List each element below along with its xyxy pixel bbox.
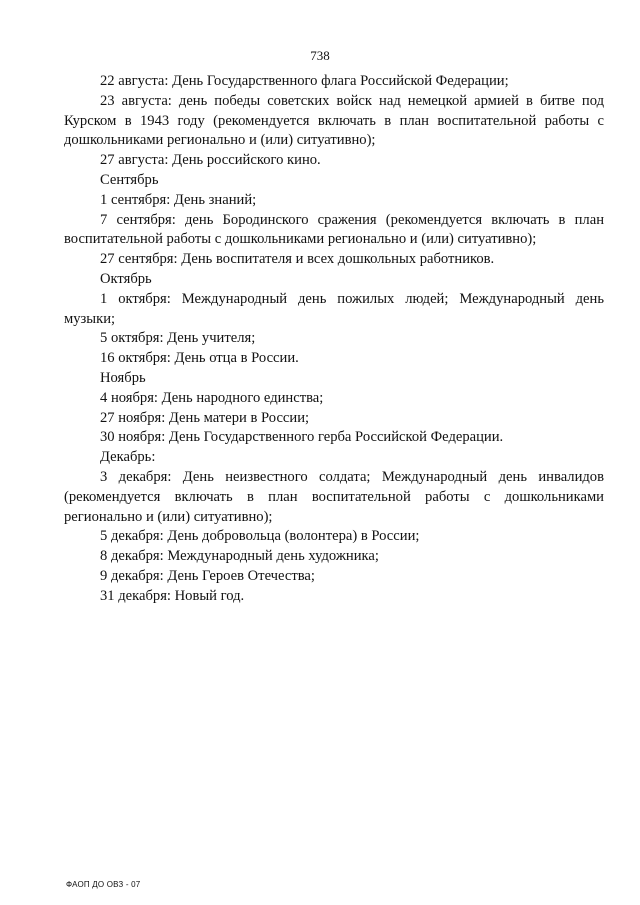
paragraph-23-aug: 23 августа: день победы советских войск над немецкой армией в битве под Курском в 1943 году (рекомендуется включать в план воспитательной работы с дошкольниками регионально и (или) ситуативно); bbox=[64, 92, 604, 149]
paragraph-7-sep: 7 сентября: день Бородинского сражения (рекомендуется включать в план воспитательной работы с дошкольниками регионально и (или) ситуативно); bbox=[64, 211, 604, 248]
paragraph-27-sep: 27 сентября: День воспитателя и всех дошкольных работников. bbox=[100, 251, 495, 268]
paragraph-1-oct: 1 октября: Международный день пожилых людей; Международный день музыки; bbox=[64, 290, 604, 327]
document-footer-code: ФАОП ДО ОВЗ - 07 bbox=[66, 880, 141, 889]
paragraph-30-nov: 30 ноября: День Государственного герба Российской Федерации. bbox=[100, 429, 504, 446]
paragraph-16-oct: 16 октября: День отца в России. bbox=[100, 350, 299, 367]
paragraph-27-nov: 27 ноября: День матери в России; bbox=[100, 409, 310, 426]
month-heading-december: Декабрь: bbox=[100, 449, 156, 466]
paragraph-27-aug: 27 августа: День российского кино. bbox=[100, 152, 321, 169]
paragraph-31-dec: 31 декабря: Новый год. bbox=[100, 587, 245, 604]
page-number: 738 bbox=[310, 48, 330, 63]
month-heading-november: Ноябрь bbox=[100, 369, 146, 386]
paragraph-5-oct: 5 октября: День учителя; bbox=[100, 330, 256, 347]
paragraph-8-dec: 8 декабря: Международный день художника; bbox=[100, 548, 379, 565]
paragraph-5-dec: 5 декабря: День добровольца (волонтера) в России; bbox=[100, 528, 420, 545]
paragraph-3-dec: 3 декабря: День неизвестного солдата; Международный день инвалидов (рекомендуется включать в план воспитательной работы с дошкольниками регионально и (или) ситуативно); bbox=[64, 468, 604, 525]
paragraph-22-aug: 22 августа: День Государственного флага Российской Федерации; bbox=[100, 73, 509, 89]
paragraph-4-nov: 4 ноября: День народного единства; bbox=[100, 389, 324, 406]
month-heading-october: Октябрь bbox=[100, 270, 152, 287]
document-body bbox=[64, 72, 604, 607]
paragraph-9-dec: 9 декабря: День Героев Отечества; bbox=[100, 567, 315, 584]
month-heading-september: Сентябрь bbox=[100, 171, 159, 188]
paragraph-1-sep: 1 сентября: День знаний; bbox=[100, 191, 257, 208]
